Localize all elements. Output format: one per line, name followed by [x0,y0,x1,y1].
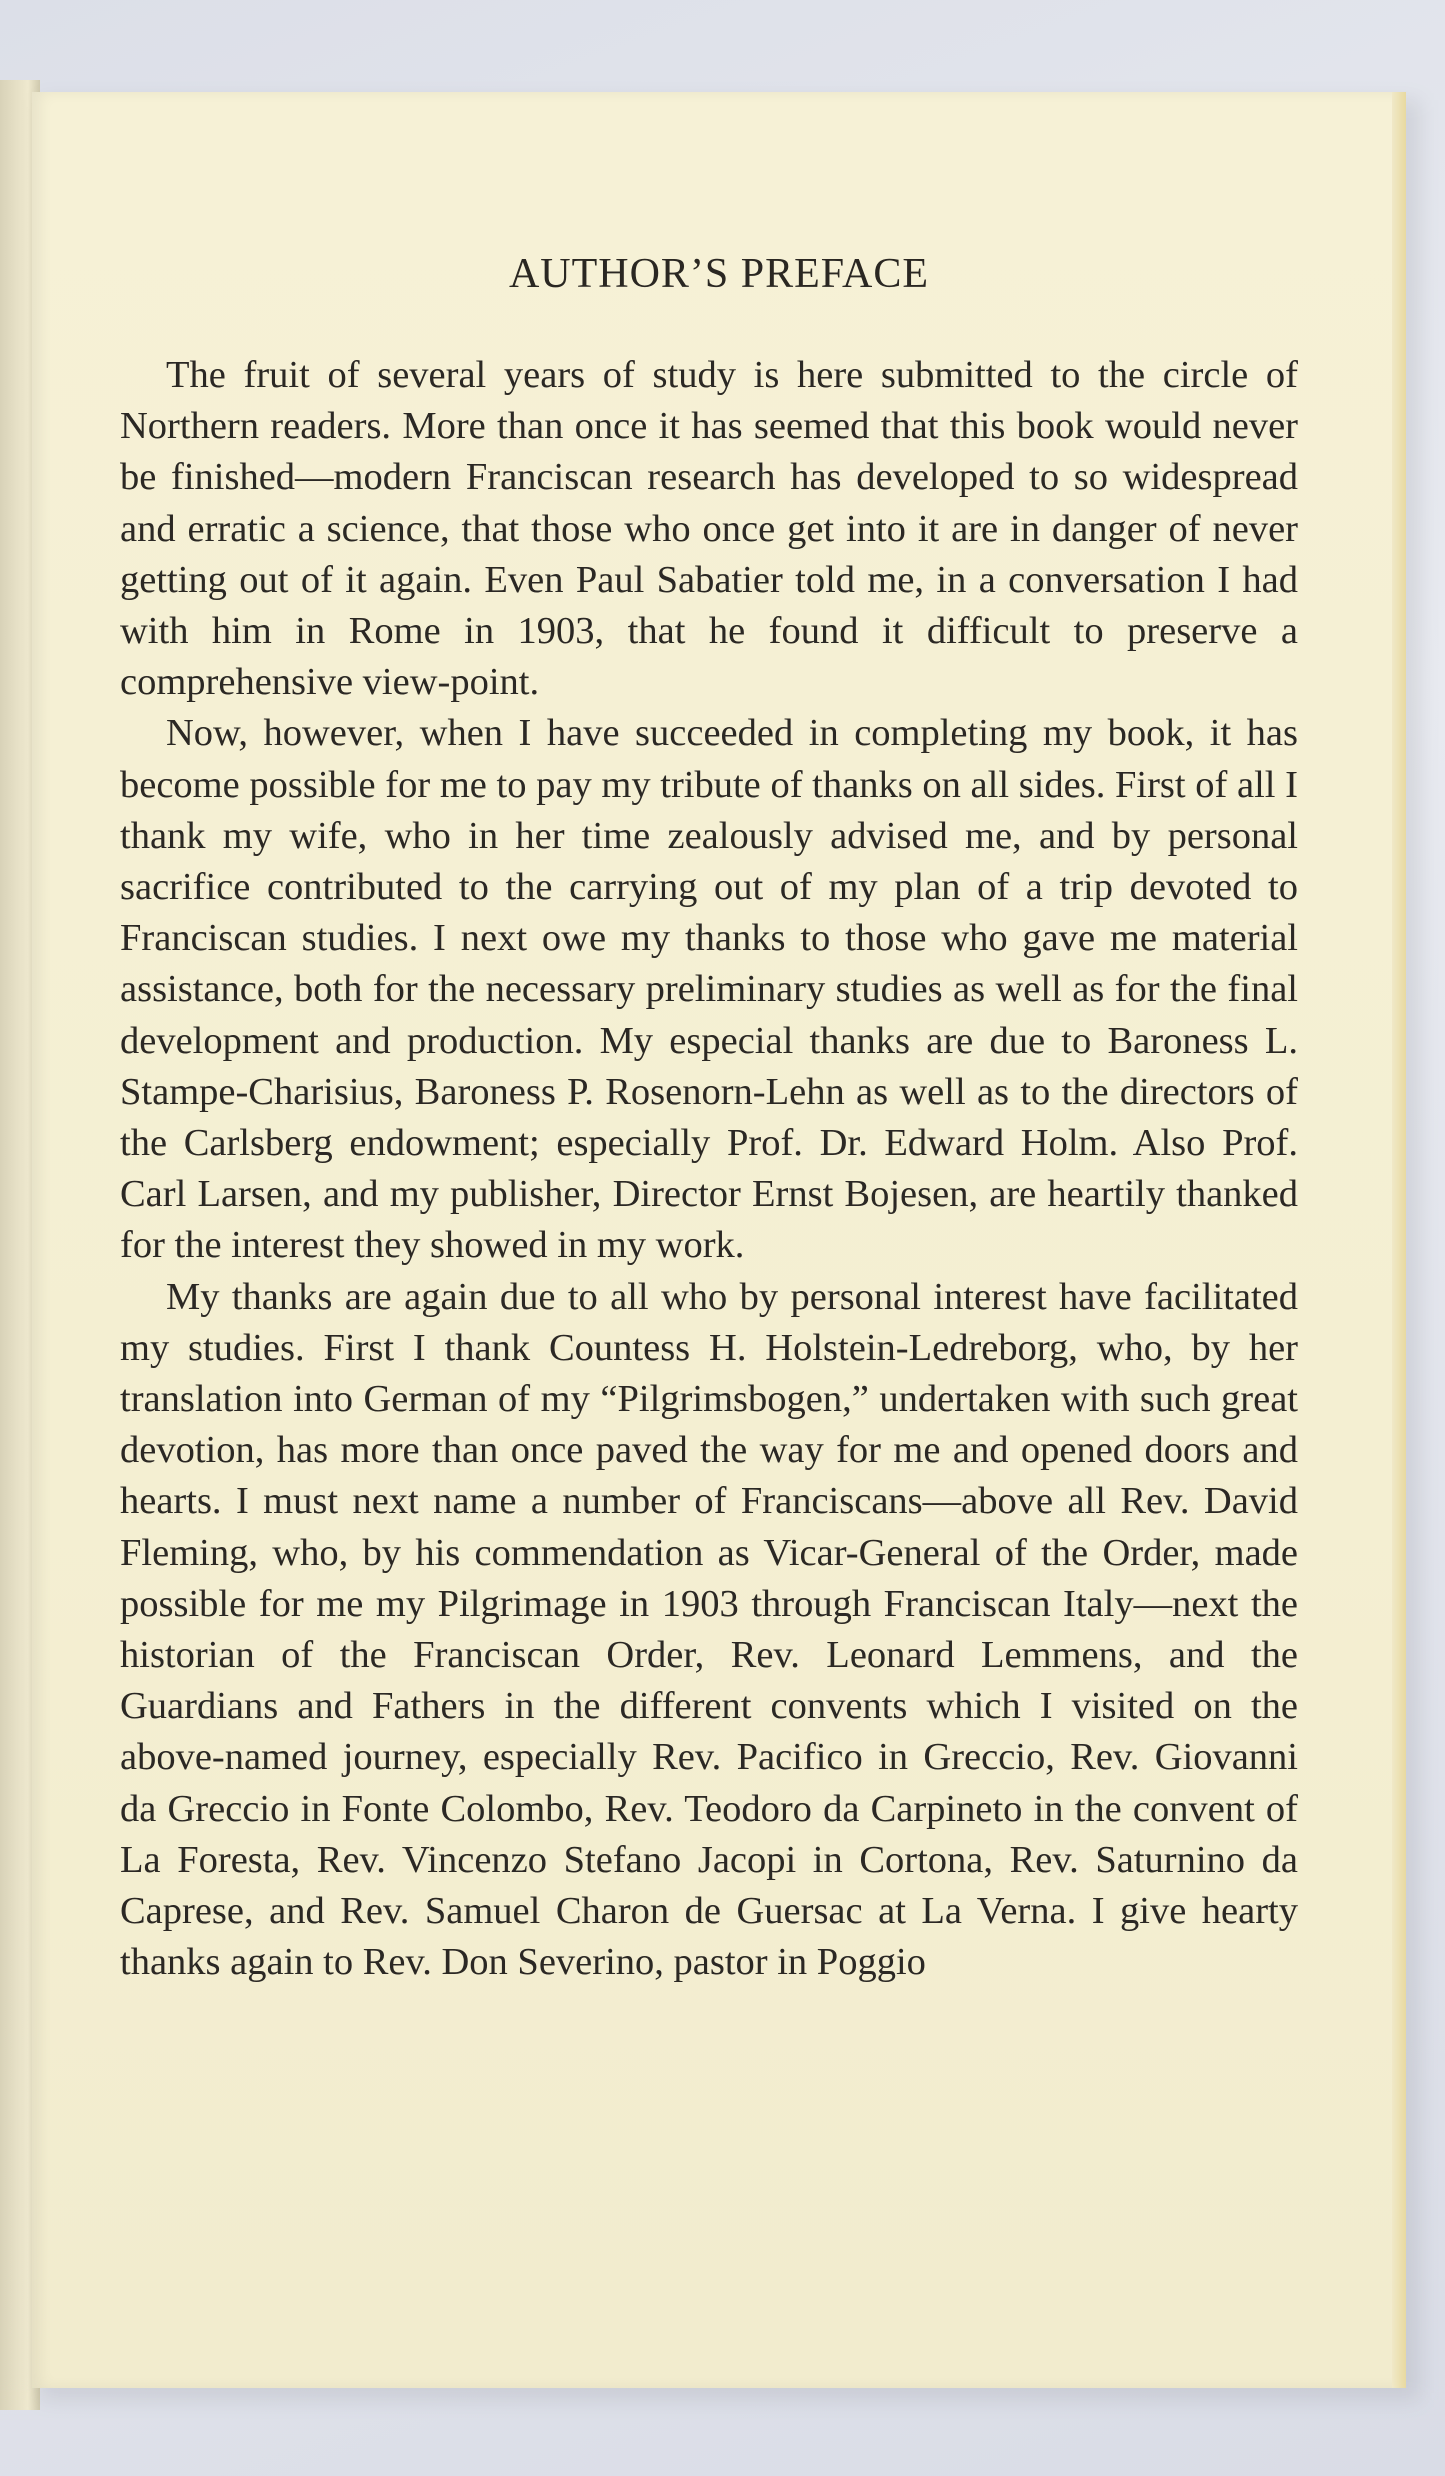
preface-paragraph-1: The fruit of several years of study is here submitted to the circle of Northern readers. More than once it has seemed that this book would never be finished—modern Franciscan research has developed to so widespread and erratic a science, that those who once get into it are in danger of never getting out of it again. Even Paul Sabatier told me, in a conversation I had with him in Rome in 1903, that he found it difficult to preserve a comprehensive view-point. [120,354,1298,704]
preface-paragraph-2: Now, however, when I have succeeded in completing my book, it has become possible for me to pay my tribute of thanks on all sides. First of all I thank my wife, who in her time zealously advised me, and by personal sacrifice contributed to the carrying out of my plan of a trip devoted to Franciscan studies. I next owe my thanks to those who gave me material assistance, both for the necessary preliminary studies as well as for the final development and production. My especial thanks are due to Baroness L. Stampe-Charisius, Baroness P. Rosenorn-Lehn as well as to the directors of the Carlsberg endowment; especially Prof. Dr. Edward Holm. Also Prof. Carl Larsen, and my publisher, Director Ernst Bojesen, are heartily thanked for the interest they showed in my work. [120,712,1298,1267]
preface-paragraph-3: My thanks are again due to all who by personal interest have facilitated my studies. First I thank Countess H. Holstein-Ledreborg, who, by her translation into German of my “Pilgrimsbogen,” undertaken with such great devotion, has more than once paved the way for me and opened doors and hearts. I must next name a number of Franciscans—above all Rev. David Fleming, who, by his commendation as Vicar-General of the Order, made possible for me my Pilgrimage in 1903 through Franciscan Italy—next the historian of the Franciscan Order, Rev. Leonard Lemmens, and the Guardians and Fathers in the different convents which I visited on the above-named journey, especially Rev. Pacifico in Greccio, Rev. Giovanni da Greccio in Fonte Colombo, Rev. Teodoro da Carpineto in the convent of La Foresta, Rev. Vincenzo Stefano Jacopi in Cortona, Rev. Saturnino da Caprese, and Rev. Samuel Charon de Guersac at La Verna. I give hearty thanks again to Rev. Don Severino, pastor in Poggio [120,1275,1298,1984]
page-fore-edge [1392,92,1406,2388]
preface-body [120,350,1298,1989]
book-page [32,92,1406,2388]
preface-title: AUTHOR’S PREFACE [508,251,930,297]
